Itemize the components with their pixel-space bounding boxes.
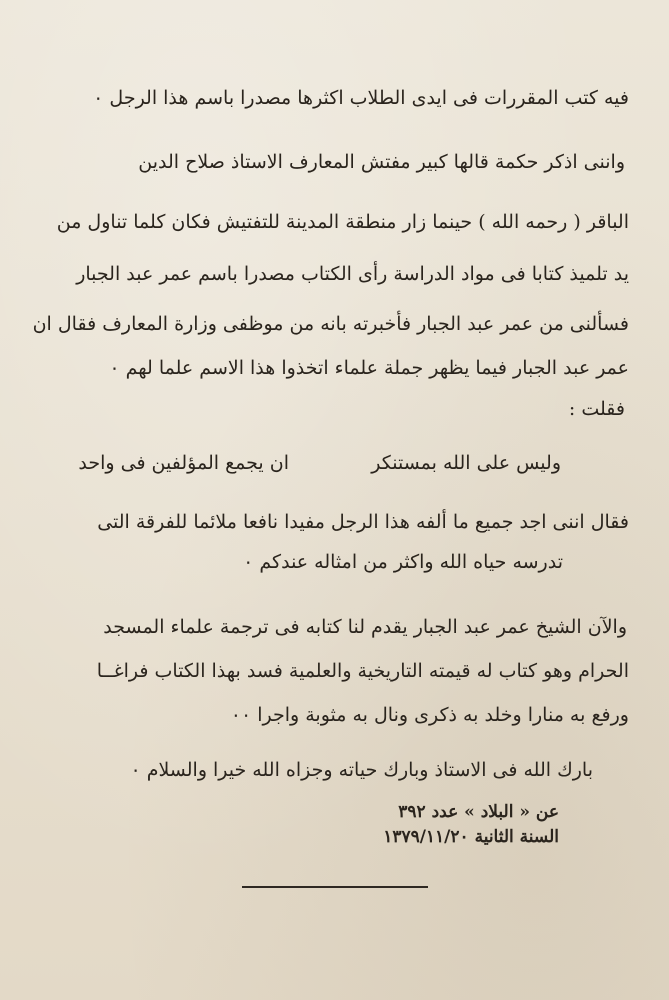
closing-line: بارك الله فى الاستاذ وبارك حياته وجزاه الله خيرا والسلام ٠ — [130, 759, 593, 781]
body-line-6: عمر عبد الجبار فيما يظهر جملة علماء اتخذوا هذا الاسم علما لهم ٠ — [109, 357, 629, 379]
body-line-2: واننى اذكر حكمة قالها كبير مفتش المعارف الاستاذ صلاح الدين — [138, 151, 625, 173]
body-line-10: تدرسه حياه الله واكثر من امثاله عندكم ٠ — [243, 551, 563, 573]
body-line-4: يد تلميذ كتابا فى مواد الدراسة رأى الكتاب مصدرا باسم عمر عبد الجبار — [76, 263, 629, 285]
source-citation: عن « البلاد » عدد ٣٩٢ — [398, 802, 559, 822]
verse-first-hemistich: وليس على الله بمستنكر — [371, 452, 561, 474]
body-line-13: ورفع به منارا وخلد به ذكرى ونال به مثوبة واجرا ٠٠ — [230, 704, 629, 726]
source-date: السنة الثانية ١٣٧٩/١١/٢٠ — [383, 827, 559, 847]
body-line-12: الحرام وهو كتاب له قيمته التاريخية والعلمية فسد بهذا الكتاب فراغــا — [96, 660, 629, 682]
body-line-3: الباقر ( رحمه الله ) حينما زار منطقة المدينة للتفتيش فكان كلما تناول من — [56, 211, 629, 233]
body-line-9: فقال اننى اجد جميع ما ألفه هذا الرجل مفيدا نافعا ملائما للفرقة التى — [97, 511, 629, 533]
verse-second-hemistich: ان يجمع المؤلفين فى واحد — [78, 452, 289, 474]
body-line-11: والآن الشيخ عمر عبد الجبار يقدم لنا كتابه فى ترجمة علماء المسجد — [103, 616, 627, 638]
body-line-1: فيه كتب المقررات فى ايدى الطلاب اكثرها مصدرا باسم هذا الرجل ٠ — [93, 87, 629, 109]
body-line-7: فقلت : — [568, 398, 625, 420]
closing-divider — [242, 886, 428, 888]
body-line-5: فسألنى من عمر عبد الجبار فأخبرته بانه من موظفى وزارة المعارف فقال ان — [32, 313, 629, 335]
